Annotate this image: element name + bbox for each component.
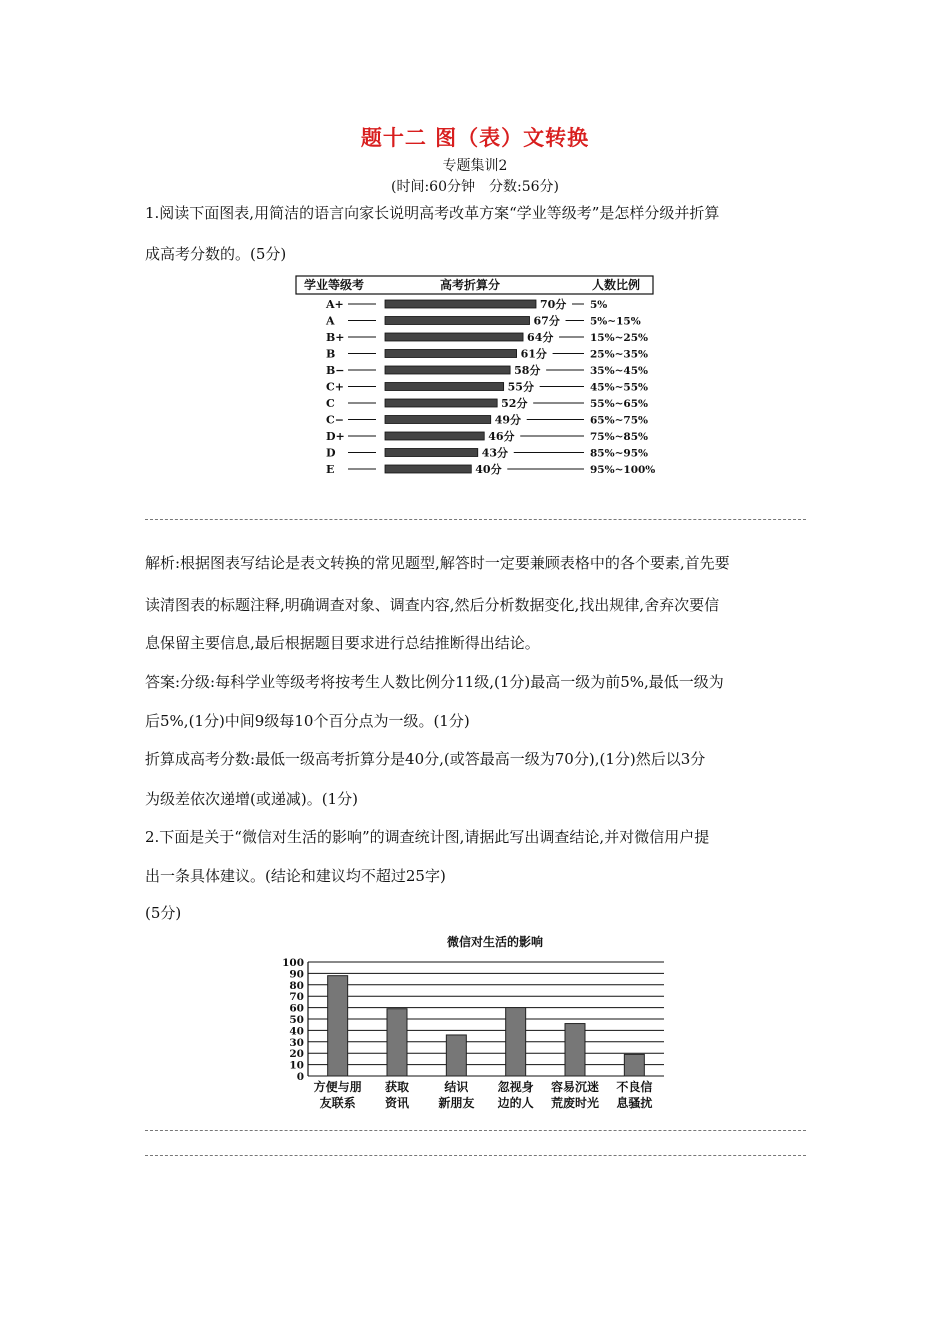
grade-label: E bbox=[326, 463, 335, 476]
y-tick-label: 30 bbox=[289, 1036, 304, 1049]
ratio-label: 15%~25% bbox=[590, 332, 648, 344]
score-label: 52分 bbox=[501, 397, 528, 410]
answer-line-1: 答案:分级:每科学业等级考将按考生人数比例分11级,(1分)最高一级为前5%,最低一级为 bbox=[145, 673, 724, 691]
score-label: 67分 bbox=[533, 314, 560, 328]
score-bar bbox=[385, 366, 510, 374]
y-tick-label: 90 bbox=[289, 968, 304, 981]
grade-label: B− bbox=[326, 364, 345, 377]
y-tick-label: 40 bbox=[289, 1025, 304, 1038]
grade-label: B+ bbox=[326, 331, 345, 344]
score-bar bbox=[385, 449, 478, 457]
analysis-line-3: 息保留主要信息,最后根据题目要求进行总结推断得出结论。 bbox=[145, 634, 540, 652]
ratio-label: 35%~45% bbox=[590, 365, 648, 377]
y-tick-label: 70 bbox=[289, 991, 304, 1004]
answer-line-4: 为级差依次递增(或递减)。(1分) bbox=[145, 790, 358, 808]
bar bbox=[624, 1054, 644, 1076]
x-category-label: 不良信 bbox=[616, 1080, 653, 1094]
x-category-label: 忽视身 bbox=[497, 1080, 534, 1094]
question-2-line-3: (5分) bbox=[145, 904, 182, 922]
ratio-label: 95%~100% bbox=[590, 464, 656, 476]
ratio-label: 55%~65% bbox=[590, 398, 648, 410]
bar bbox=[506, 1008, 526, 1076]
score-bar bbox=[385, 333, 523, 341]
grade-label: C bbox=[326, 397, 335, 410]
score-bar bbox=[385, 465, 471, 473]
ratio-label: 65%~75% bbox=[590, 414, 648, 427]
score-bar bbox=[385, 317, 530, 325]
ratio-label: 5%~15% bbox=[590, 315, 641, 328]
score-label: 55分 bbox=[507, 380, 534, 394]
score-bar bbox=[385, 416, 491, 424]
score-label: 61分 bbox=[520, 347, 547, 361]
grade-label: B bbox=[326, 347, 336, 361]
score-label: 58分 bbox=[514, 364, 541, 377]
grade-label: D+ bbox=[326, 430, 345, 443]
y-tick-label: 100 bbox=[282, 957, 304, 969]
ratio-label: 75%~85% bbox=[590, 431, 648, 443]
analysis-line-2: 读清图表的标题注释,明确调查对象、调查内容,然后分析数据变化,找出规律,舍弃次要信 bbox=[145, 596, 720, 614]
header-score: 高考折算分 bbox=[440, 278, 501, 292]
score-label: 40分 bbox=[475, 463, 502, 476]
score-bar bbox=[385, 399, 497, 407]
analysis-line-1: 解析:根据图表写结论是表文转换的常见题型,解答时一定要兼顾表格中的各个要素,首先要 bbox=[145, 554, 730, 572]
time-score-info: (时间:60分钟 分数:56分) bbox=[391, 179, 559, 195]
score-label: 64分 bbox=[527, 331, 554, 344]
y-tick-label: 20 bbox=[289, 1048, 304, 1061]
question-1-line-1: 1.阅读下面图表,用简洁的语言向家长说明高考改革方案“学业等级考”是怎样分级并折算 bbox=[145, 204, 720, 222]
x-category-label: 荒废时光 bbox=[550, 1096, 600, 1110]
score-bar bbox=[385, 432, 484, 440]
answer-divider bbox=[145, 519, 806, 520]
x-category-label: 方便与朋 bbox=[313, 1080, 362, 1094]
question-1-line-2: 成高考分数的。(5分) bbox=[145, 245, 287, 263]
grade-label: A+ bbox=[326, 298, 344, 311]
score-bar bbox=[385, 383, 504, 391]
page-subtitle: 专题集训2 bbox=[442, 158, 508, 174]
grade-conversion-figure bbox=[290, 272, 670, 484]
ratio-label: 45%~55% bbox=[590, 381, 648, 394]
bar bbox=[446, 1035, 466, 1076]
wechat-impact-chart bbox=[270, 930, 680, 1120]
ratio-label: 85%~95% bbox=[590, 447, 648, 460]
score-bar bbox=[385, 350, 517, 358]
grade-label: C− bbox=[326, 413, 344, 427]
score-bar bbox=[385, 300, 536, 308]
ratio-label: 5% bbox=[590, 299, 608, 311]
score-label: 43分 bbox=[481, 446, 509, 460]
chart-title: 微信对生活的影响 bbox=[446, 935, 544, 949]
score-label: 49分 bbox=[494, 413, 522, 427]
ratio-label: 25%~35% bbox=[590, 348, 648, 361]
x-category-label: 息骚扰 bbox=[616, 1096, 653, 1110]
score-label: 46分 bbox=[488, 430, 515, 443]
divider-2 bbox=[145, 1155, 806, 1156]
page-title: 题十二 图（表）文转换 bbox=[360, 125, 590, 150]
x-category-label: 新朋友 bbox=[438, 1096, 475, 1110]
grade-label: D bbox=[326, 446, 336, 460]
x-category-label: 友联系 bbox=[319, 1096, 356, 1110]
grade-label: A bbox=[326, 314, 335, 328]
divider-1 bbox=[145, 1130, 806, 1131]
header-grade: 学业等级考 bbox=[304, 278, 365, 292]
question-2-line-1: 2.下面是关于“微信对生活的影响”的调查统计图,请据此写出调查结论,并对微信用户提 bbox=[145, 828, 710, 846]
score-label: 70分 bbox=[540, 298, 567, 311]
bar bbox=[565, 1024, 585, 1076]
y-tick-label: 80 bbox=[289, 979, 304, 992]
y-tick-label: 50 bbox=[289, 1014, 304, 1026]
bar bbox=[328, 976, 348, 1076]
x-category-label: 容易沉迷 bbox=[550, 1080, 600, 1094]
y-tick-label: 0 bbox=[296, 1071, 304, 1083]
bar bbox=[387, 1009, 407, 1076]
x-category-label: 资讯 bbox=[384, 1096, 410, 1110]
answer-line-3: 折算成高考分数:最低一级高考折算分是40分,(或答最高一级为70分),(1分)然后以3分 bbox=[145, 750, 706, 768]
x-category-label: 结识 bbox=[444, 1080, 469, 1094]
question-2-line-2: 出一条具体建议。(结论和建议均不超过25字) bbox=[145, 867, 446, 885]
grade-label: C+ bbox=[326, 380, 344, 394]
answer-line-2: 后5%,(1分)中间9级每10个百分点为一级。(1分) bbox=[145, 712, 470, 730]
y-tick-label: 10 bbox=[289, 1059, 304, 1072]
x-category-label: 获取 bbox=[384, 1080, 410, 1094]
x-category-label: 边的人 bbox=[497, 1096, 534, 1110]
y-tick-label: 60 bbox=[289, 1002, 304, 1015]
header-ratio: 人数比例 bbox=[592, 278, 641, 292]
